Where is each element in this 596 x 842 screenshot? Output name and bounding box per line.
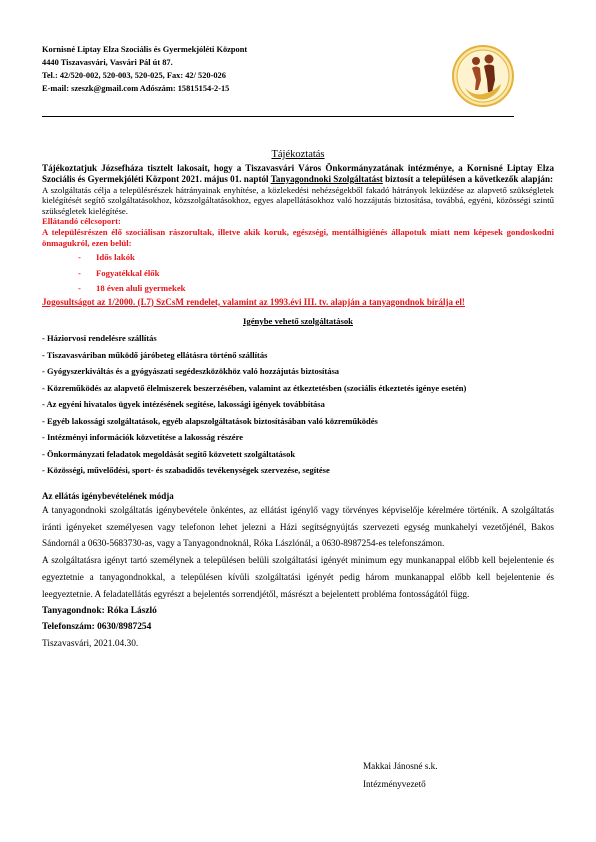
legal-notice: Jogosultságot az 1/2000. (I.7) SzCsM rendelet, valamint az 1993.évi III. tv. alapján a tanyagondnok bírálja el! [42, 296, 465, 307]
signatory-role: Intézményvezető [363, 778, 426, 789]
org-phone: Tel.: 42/520-002, 520-003, 520-025, Fax: 42/ 520-026 [42, 71, 226, 80]
intro-paragraph [42, 163, 554, 185]
caretaker-name: Tanyagondnok: Róka László [42, 605, 157, 616]
service-item: - Közreműködés az alapvető élelmiszerek beszerzésében, valamint az étkeztetésben (szociális étkeztetés igénye esetén) [42, 382, 467, 393]
service-item: - Háziorvosi rendelésre szállítás [42, 333, 157, 344]
service-item: - Az egyéni hivatalos ügyek intézésének segítése, lakossági igények továbbítása [42, 399, 325, 410]
letterhead [42, 43, 462, 95]
service-item: - Gyógyszerkiváltás és a gyógyászati segédeszközökhöz való hozzájutás biztosítása [42, 366, 340, 377]
caretaker-phone: Telefonszám: 0630/8987254 [42, 622, 152, 633]
document-title: Tájékoztatás [271, 149, 325, 160]
service-item: - Egyéb lakossági szolgáltatások, egyéb alapszolgáltatások biztosításában való közreműködés [42, 415, 378, 426]
services-section [42, 316, 554, 477]
signatory-name: Makkai Jánosné s.k. [363, 761, 438, 771]
usage-paragraph-2: A szolgáltatásra igényt tartó személynek a településen belüli szolgáltatási igényét minimum egy munkanappal előbb kell bejelentenie és egyeztetnie a tanyagondnokkal, a településen kívüli szolgáltatási igényét pedig három munkanappal előbb kell bejelentenie és leegyeztetnie. A feladatellátás egyrészt a bejelentés sorrendjétől, másrészt a bejelentett probléma fontosságától függ. [42, 555, 554, 599]
org-name: Kornisné Liptay Elza Szociális és Gyermekjóléti Központ [42, 45, 248, 54]
target-group-item: - Idős lakók [78, 252, 135, 263]
signature-block [363, 758, 438, 794]
usage-section [42, 502, 554, 603]
target-group-item: - Fogyatékkal élők [78, 267, 160, 278]
purpose-paragraph: A szolgáltatás célja a településrészek hátrányainak enyhítése, a közlekedési nehézségekből fakadó hátrányok leküzdése az alapvető szükségletek kielégítését segítő szolgáltatásokhoz, közszolgáltatásokhoz, egyes alapellátásokhoz való hozzájutás biztosítása, továbbá, egyéni, közösségi szintű szükségletek kielégítése. [42, 184, 554, 216]
services-heading: Igénybe vehető szolgáltatások [242, 315, 354, 326]
intro-tail: biztosít a településen a következők alapján: [382, 173, 554, 184]
place-date: Tiszavasvári, 2021.04.30. [42, 638, 139, 649]
document-body [42, 163, 554, 652]
org-address: 4440 Tiszavasvári, Vasvári Pál út 87. [42, 58, 173, 67]
target-groups [42, 250, 554, 297]
service-item: - Intézményi információk közvetítése a lakosság részére [42, 432, 243, 443]
target-heading: Ellátandó célcsoport: [42, 216, 121, 227]
target-text: A településrészen élő szociálisan rászorultak, illetve akik koruk, egészségi, mentálhigiénés állapotuk miatt nem képesek gondoskodni önmagukról, ezen belül: [42, 226, 554, 248]
service-item: - Közösségi, művelődési, sport- és szabadidős tevékenységek szervezése, segítése [42, 465, 330, 476]
service-item: - Tiszavasváriban működő járóbeteg ellátásra történő szállítás [42, 349, 268, 360]
intro-lead: Tájékoztatjuk Józsefháza tisztelt lakosait, hogy a Tiszavasvári Város Önkormányzatának intézménye, a Kornisné Liptay Elza Szociális és Gyermekjóléti Központ 2021. május 01. naptól [42, 163, 554, 184]
usage-heading: Az ellátás igénybevételének módja [42, 491, 174, 502]
target-group-item: - 18 éven aluli gyermekek [78, 283, 186, 294]
service-item: - Önkormányzati feladatok megoldását segítő közvetett szolgáltatások [42, 448, 296, 459]
usage-paragraph-1: A tanyagondnoki szolgáltatás igénybevétele önkéntes, az ellátást igénylő vagy törvényes képviselője kérelmére történik. A szolgáltatás iránti igényeket személyesen vagy telefonon lehet jelezni a Házi segítségnyújtás szervezeti egység munkahelyi vezetőjénél, Bakos Sándornál a 0630-5683730-as, vagy a Tanyagondnoknál, Róka Lászlónál, a 0630-8987254-es telefonszámon. [42, 504, 554, 549]
org-email: E-mail: szeszk@gmail.com Adószám: 15815154-2-15 [42, 84, 230, 93]
org-logo-icon [451, 44, 515, 108]
header-divider [42, 116, 514, 117]
service-name: Tanyagondnoki Szolgáltatást [270, 173, 383, 184]
